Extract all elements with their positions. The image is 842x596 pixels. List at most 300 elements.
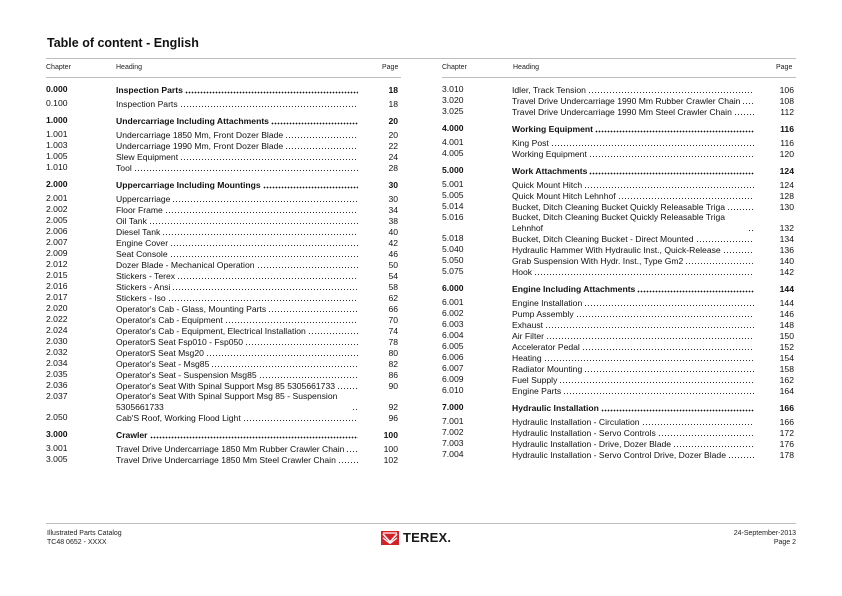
page-number: 128 [779, 190, 794, 201]
toc-entry[interactable] [442, 374, 798, 385]
dot-leader [225, 314, 358, 324]
dot-leader [584, 179, 754, 189]
heading-text: Air Filter [512, 330, 544, 341]
toc-entry[interactable] [442, 449, 798, 460]
toc-entry[interactable] [46, 336, 402, 347]
page-number: 164 [779, 385, 794, 396]
page-number: 40 [388, 226, 398, 237]
heading-cell [116, 325, 360, 336]
heading-text: Undercarriage Including Attachments [116, 115, 269, 126]
toc-section [442, 283, 798, 396]
heading-text: Operator's Cab - Equipment [116, 314, 223, 325]
toc-entry[interactable] [442, 106, 798, 117]
toc-entry[interactable] [442, 308, 798, 319]
toc-entry[interactable] [442, 179, 798, 190]
heading-text: Hydraulic Hammer With Hydraulic Inst., Quick-Release [512, 244, 721, 255]
chapter-number: 2.017 [46, 292, 68, 302]
page-number: 132 [779, 222, 794, 233]
chapter-number: 2.001 [46, 193, 68, 203]
chapter-number: 5.014 [442, 201, 464, 211]
heading-cell [512, 427, 756, 438]
page-number: 86 [388, 369, 398, 380]
page-number: 124 [779, 179, 794, 190]
chapter-number: 2.007 [46, 237, 68, 247]
chapter-number: 2.034 [46, 358, 68, 368]
toc-entry[interactable] [46, 204, 402, 215]
heading-cell [116, 193, 360, 204]
dot-leader [723, 244, 754, 254]
heading-cell [512, 106, 756, 117]
page-number: 100 [383, 429, 398, 440]
dot-leader [352, 401, 358, 411]
heading-cell [116, 429, 360, 440]
toc-chapter-entry[interactable] [442, 123, 798, 134]
toc-entry[interactable] [442, 233, 798, 244]
heading-text: Cab'S Roof, Working Flood Light [116, 412, 241, 423]
toc-entry[interactable] [46, 347, 402, 358]
toc-entry[interactable] [442, 266, 798, 277]
page-number: 62 [388, 292, 398, 303]
chapter-number: 2.020 [46, 303, 68, 313]
toc-entry[interactable] [442, 352, 798, 363]
page-number: 144 [779, 283, 794, 294]
heading-text: Exhaust [512, 319, 544, 330]
toc-entry[interactable] [46, 281, 402, 292]
heading-text: Engine Cover [116, 237, 169, 248]
chapter-number: 2.022 [46, 314, 68, 324]
heading-text: Travel Drive Undercarriage 1990 Mm Rubber Crawler Chain [512, 95, 741, 106]
dot-leader [673, 438, 754, 448]
chapter-number: 2.012 [46, 259, 68, 269]
chapter-number: 7.002 [442, 427, 464, 437]
heading-cell [512, 190, 756, 201]
heading-cell [512, 352, 756, 363]
heading-cell [512, 95, 756, 106]
heading-cell [512, 148, 756, 159]
heading-text: Travel Drive Undercarriage 1990 Mm Steel Crawler Chain [512, 106, 732, 117]
dot-leader [168, 292, 358, 302]
dot-leader [637, 283, 754, 293]
toc-entry[interactable] [46, 140, 402, 151]
heading-text: King Post [512, 137, 549, 148]
chapter-number: 2.032 [46, 347, 68, 357]
dot-leader [748, 222, 754, 232]
toc-entry[interactable] [442, 212, 798, 233]
dot-leader [546, 330, 754, 340]
toc-entry[interactable] [46, 325, 402, 336]
dot-leader [734, 106, 754, 116]
heading-cell [512, 137, 756, 148]
heading-cell [116, 204, 360, 215]
chapter-number: 6.009 [442, 374, 464, 384]
chapter-number: 5.005 [442, 190, 464, 200]
heading-text: Working Equipment [512, 123, 594, 134]
heading-cell [116, 347, 360, 358]
heading-cell [116, 443, 360, 454]
chapter-number: 7.004 [442, 449, 464, 459]
header-rule-right [442, 77, 796, 78]
heading-text: Uppercarriage [116, 193, 171, 204]
page-number: 54 [388, 270, 398, 281]
heading-cell [512, 179, 756, 190]
toc-entry[interactable] [442, 416, 798, 427]
toc-section [46, 429, 402, 465]
heading-text: Travel Drive Undercarriage 1850 Mm Rubber Crawler Chain [116, 443, 345, 454]
heading-cell [512, 308, 756, 319]
heading-cell [512, 341, 756, 352]
heading-text: Bucket, Ditch Cleaning Bucket Quickly Releasable Triga Lehnhof [512, 212, 726, 233]
heading-cell [116, 369, 360, 380]
heading-text: Hydraulic Installation - Servo Controls [512, 427, 656, 438]
heading-cell [116, 84, 360, 95]
dot-leader [618, 190, 754, 200]
page-number: 166 [779, 416, 794, 427]
page-number: 70 [388, 314, 398, 325]
dot-leader [180, 98, 358, 108]
heading-text: Operator's Seat With Spinal Support Msg 85 - Suspension 5305661733 [116, 391, 338, 412]
chapter-number: 3.000 [46, 429, 68, 439]
chapter-number: 3.005 [46, 454, 68, 464]
toc-entry[interactable] [442, 330, 798, 341]
heading-text: Work Attachments [512, 165, 588, 176]
dot-leader [268, 303, 358, 313]
chapter-number: 3.020 [442, 95, 464, 105]
page-number: 42 [388, 237, 398, 248]
dot-leader [165, 204, 358, 214]
page-number: 92 [388, 401, 398, 412]
toc-entry[interactable] [46, 303, 402, 314]
footer-right [734, 530, 796, 547]
dot-leader [576, 308, 754, 318]
page-number: 116 [780, 123, 794, 134]
heading-cell [116, 391, 360, 412]
page-number: 120 [779, 148, 794, 159]
heading-text: Diesel Tank [116, 226, 161, 237]
page-number: 154 [779, 352, 794, 363]
heading-cell [116, 358, 360, 369]
dot-leader [177, 270, 358, 280]
dot-leader [685, 255, 754, 265]
heading-cell [512, 402, 756, 413]
heading-text: Uppercarriage Including Mountings [116, 179, 261, 190]
chapter-number: 2.000 [46, 179, 68, 189]
dot-leader [263, 179, 358, 189]
column-header-heading-right: Heading [513, 64, 540, 71]
chapter-number: 6.004 [442, 330, 464, 340]
heading-text: Idler, Track Tension [512, 84, 586, 95]
dot-leader [584, 363, 754, 373]
column-header-chapter-right: Chapter [442, 64, 467, 71]
toc-entry[interactable] [442, 148, 798, 159]
column-header-heading-left: Heading [116, 64, 143, 71]
toc-entry[interactable] [46, 259, 402, 270]
heading-cell [512, 244, 756, 255]
heading-text: Operator's Seat With Spinal Support Msg 85 5305661733 [116, 380, 336, 391]
toc-entry[interactable] [46, 454, 402, 465]
chapter-number: 4.000 [442, 123, 464, 133]
chapter-number: 6.006 [442, 352, 464, 362]
dot-leader [337, 380, 358, 390]
chapter-number: 5.050 [442, 255, 464, 265]
toc-section [442, 402, 798, 460]
heading-text: OperatorS Seat Msg20 [116, 347, 204, 358]
dot-leader [642, 416, 754, 426]
heading-cell [116, 140, 360, 151]
top-rule [46, 58, 796, 59]
toc-chapter-entry[interactable] [442, 402, 798, 413]
heading-text: Oil Tank [116, 215, 147, 226]
dot-leader [584, 297, 754, 307]
toc-entry[interactable] [46, 391, 402, 412]
dot-leader [559, 374, 754, 384]
dot-leader [206, 347, 358, 357]
chapter-number: 1.001 [46, 129, 68, 139]
page-number: 172 [779, 427, 794, 438]
toc-entry[interactable] [46, 412, 402, 423]
page-number: 34 [388, 204, 398, 215]
chapter-number: 4.001 [442, 137, 464, 147]
heading-text: Tool [116, 162, 132, 173]
heading-text: Stickers - Iso [116, 292, 166, 303]
heading-cell [512, 84, 756, 95]
heading-text: Undercarriage 1990 Mm, Front Dozer Blade [116, 140, 284, 151]
page-number: 142 [779, 266, 794, 277]
toc-chapter-entry[interactable] [46, 179, 402, 190]
toc-entry[interactable] [46, 98, 402, 109]
toc-entry[interactable] [442, 297, 798, 308]
page-number: 124 [779, 165, 794, 176]
chapter-number: 4.005 [442, 148, 464, 158]
terex-logo [381, 530, 451, 545]
toc-entry[interactable] [442, 95, 798, 106]
toc-chapter-entry[interactable] [46, 84, 402, 95]
page-number: 50 [388, 259, 398, 270]
chapter-number: 0.100 [46, 98, 68, 108]
heading-cell [116, 292, 360, 303]
heading-cell [116, 281, 360, 292]
heading-text: Hydraulic Installation [512, 402, 599, 413]
heading-cell [512, 374, 756, 385]
dot-leader [172, 281, 358, 291]
toc-entry[interactable] [46, 270, 402, 281]
dot-leader [150, 429, 358, 439]
chapter-number: 2.006 [46, 226, 68, 236]
chapter-number: 5.016 [442, 212, 464, 222]
page-number: 144 [779, 297, 794, 308]
page-number: 66 [388, 303, 398, 314]
heading-text: Pump Assembly [512, 308, 574, 319]
dot-leader [563, 385, 754, 395]
column-header-page-left: Page [382, 64, 399, 71]
chapter-number: 2.009 [46, 248, 68, 258]
heading-text: Bucket, Ditch Cleaning Bucket Quickly Releasable Triga [512, 201, 726, 212]
chapter-number: 1.000 [46, 115, 68, 125]
dot-leader [551, 137, 754, 147]
dot-leader [589, 148, 754, 158]
heading-cell [116, 115, 360, 126]
page-title: Table of content - English [47, 36, 199, 50]
toc-entry[interactable] [442, 385, 798, 396]
chapter-number: 7.003 [442, 438, 464, 448]
heading-cell [116, 303, 360, 314]
chapter-number: 6.007 [442, 363, 464, 373]
page-number: 152 [779, 341, 794, 352]
heading-text: Engine Parts [512, 385, 562, 396]
heading-cell [116, 314, 360, 325]
page-number: 178 [779, 449, 794, 460]
toc-entry[interactable] [46, 443, 402, 454]
toc-entry[interactable] [46, 292, 402, 303]
toc-entry[interactable] [46, 380, 402, 391]
chapter-number: 2.050 [46, 412, 68, 422]
toc-entry[interactable] [46, 151, 402, 162]
heading-text: Accelerator Pedal [512, 341, 580, 352]
toc-entry[interactable] [46, 248, 402, 259]
page-number: 30 [388, 193, 398, 204]
heading-text: Undercarriage 1850 Mm, Front Dozer Blade [116, 129, 284, 140]
page-number: 90 [388, 380, 398, 391]
page-number: 166 [779, 402, 794, 413]
heading-cell [512, 330, 756, 341]
chapter-number: 6.000 [442, 283, 464, 293]
page-number: 108 [779, 95, 794, 106]
toc-entry[interactable] [46, 226, 402, 237]
brand-wordmark: TEREX. [403, 530, 452, 545]
toc-chapter-entry[interactable] [46, 429, 402, 440]
chapter-number: 5.018 [442, 233, 464, 243]
chapter-number: 0.000 [46, 84, 68, 94]
toc-chapter-entry[interactable] [442, 165, 798, 176]
heading-text: Operator's Cab - Glass, Mounting Parts [116, 303, 267, 314]
chapter-number: 1.010 [46, 162, 68, 172]
chapter-number: 1.005 [46, 151, 68, 161]
toc-section [46, 84, 402, 109]
heading-cell [512, 266, 756, 277]
heading-text: Floor Frame [116, 204, 163, 215]
toc-entry[interactable] [442, 438, 798, 449]
heading-text: Hydraulic Installation - Servo Control Drive, Dozer Blade [512, 449, 726, 460]
toc-entry[interactable] [46, 314, 402, 325]
heading-cell [512, 416, 756, 427]
toc-entry[interactable] [442, 190, 798, 201]
toc-entry[interactable] [442, 255, 798, 266]
toc-section [442, 165, 798, 277]
terex-emblem-icon [381, 531, 399, 545]
heading-cell [512, 449, 756, 460]
toc-entry[interactable] [46, 358, 402, 369]
chapter-number: 6.003 [442, 319, 464, 329]
toc-entry[interactable] [442, 319, 798, 330]
toc-entry[interactable] [442, 84, 798, 95]
heading-cell [116, 226, 360, 237]
heading-text: Quick Mount Hitch Lehnhof [512, 190, 616, 201]
page-number: 28 [388, 162, 398, 173]
page-number: 96 [388, 412, 398, 423]
dot-leader [544, 352, 754, 362]
heading-text: Inspection Parts [116, 84, 183, 95]
heading-cell [512, 363, 756, 374]
page-number: 150 [779, 330, 794, 341]
dot-leader [162, 226, 358, 236]
toc-entry[interactable] [46, 129, 402, 140]
dot-leader [257, 259, 358, 269]
toc-section [46, 179, 402, 423]
page-number: 58 [388, 281, 398, 292]
page-number: 46 [388, 248, 398, 259]
heading-cell [512, 123, 756, 134]
toc-chapter-entry[interactable] [442, 283, 798, 294]
heading-text: Operator's Seat - Suspension Msg85 [116, 369, 257, 380]
page-number: 78 [388, 336, 398, 347]
toc-entry[interactable] [442, 201, 798, 212]
heading-text: Inspection Parts [116, 98, 178, 109]
toc-entry[interactable] [442, 363, 798, 374]
heading-text: Hydraulic Installation - Circulation [512, 416, 640, 427]
chapter-number: 6.010 [442, 385, 464, 395]
heading-cell [116, 237, 360, 248]
dot-leader [346, 443, 358, 453]
toc-entry[interactable] [46, 193, 402, 204]
chapter-number: 1.003 [46, 140, 68, 150]
toc-entry[interactable] [46, 237, 402, 248]
toc-section [46, 115, 402, 173]
heading-text: OperatorS Seat Fsp010 - Fsp050 [116, 336, 244, 347]
page-number: 18 [388, 98, 398, 109]
heading-cell [116, 336, 360, 347]
toc-entry[interactable] [46, 215, 402, 226]
heading-text: Travel Drive Undercarriage 1850 Mm Steel Crawler Chain [116, 454, 336, 465]
heading-text: Stickers - Ansi [116, 281, 171, 292]
heading-cell [116, 380, 360, 391]
dot-leader [308, 325, 358, 335]
heading-cell [512, 201, 756, 212]
dot-leader [728, 449, 754, 459]
toc-entry[interactable] [442, 427, 798, 438]
footer-left [47, 530, 122, 547]
heading-text: Stickers - Terex [116, 270, 176, 281]
heading-cell [116, 162, 360, 173]
chapter-number: 2.005 [46, 215, 68, 225]
dot-leader [185, 84, 358, 94]
toc-entry[interactable] [442, 244, 798, 255]
heading-cell [116, 248, 360, 259]
toc-entry[interactable] [46, 162, 402, 173]
toc-section [442, 84, 798, 117]
heading-cell [512, 233, 756, 244]
page-number: 112 [780, 106, 794, 117]
toc-entry[interactable] [46, 369, 402, 380]
heading-text: Quick Mount Hitch [512, 179, 583, 190]
page-number: 74 [388, 325, 398, 336]
heading-text: Operator's Cab - Equipment, Electrical Installation [116, 325, 306, 336]
dot-leader [259, 369, 358, 379]
heading-text: Engine Including Attachments [512, 283, 636, 294]
toc-entry[interactable] [442, 341, 798, 352]
dot-leader [180, 151, 358, 161]
page-number: 22 [388, 140, 398, 151]
column-header-chapter-left: Chapter [46, 64, 71, 71]
toc-section [442, 123, 798, 159]
toc-entry[interactable] [442, 137, 798, 148]
heading-cell [116, 454, 360, 465]
toc-chapter-entry[interactable] [46, 115, 402, 126]
footer-model: TC48 0652 - XXXX [47, 538, 107, 546]
footer-catalog-title: Illustrated Parts Catalog [47, 530, 122, 537]
page-number: 20 [388, 129, 398, 140]
page-number: 134 [779, 233, 794, 244]
heading-text: Heating [512, 352, 542, 363]
chapter-number: 7.000 [442, 402, 464, 412]
